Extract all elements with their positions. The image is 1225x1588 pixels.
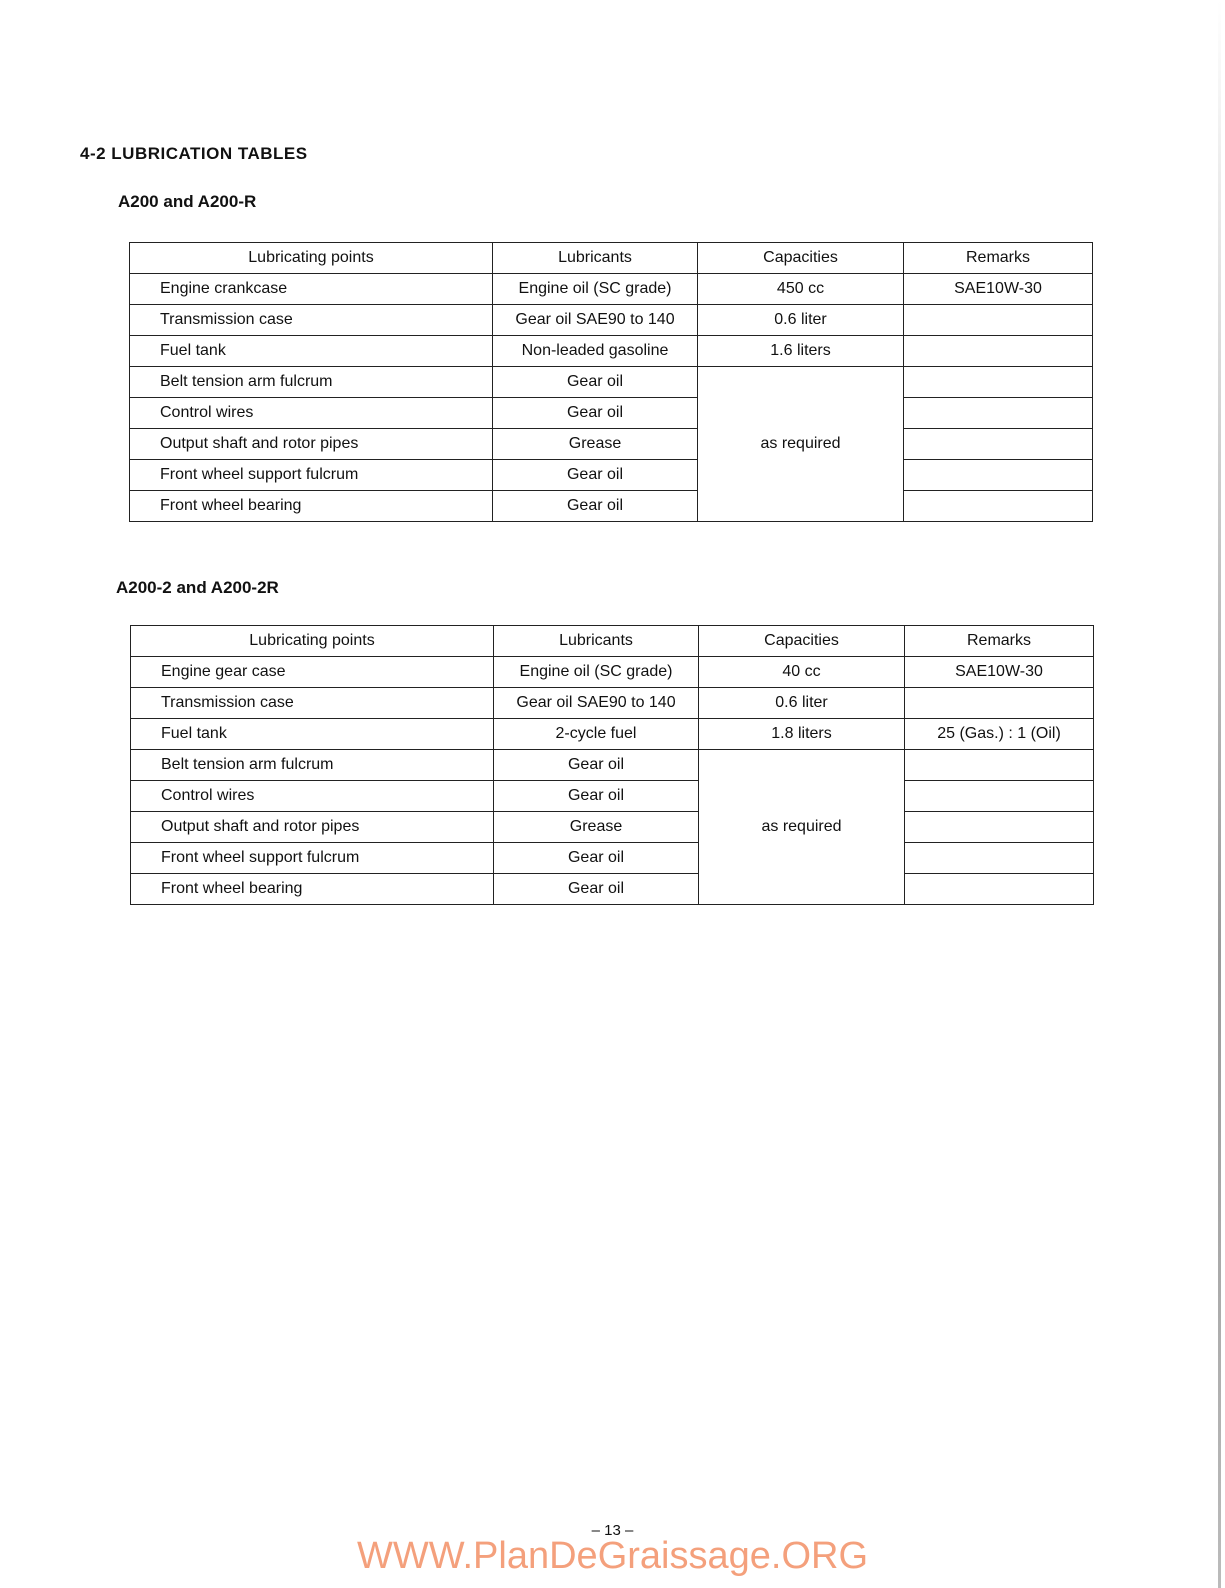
cell-lubricant: Gear oil [493, 460, 698, 491]
cell-point: Transmission case [130, 305, 493, 336]
table-row [131, 843, 1094, 874]
cell-point: Fuel tank [131, 719, 494, 750]
header-remarks: Remarks [905, 626, 1094, 657]
table-row [131, 750, 1094, 781]
cell-capacity: 40 cc [699, 657, 905, 688]
cell-point: Control wires [131, 781, 494, 812]
lubrication-table-a200-2 [130, 625, 1094, 905]
table-row [131, 719, 1094, 750]
cell-remarks [904, 429, 1093, 460]
table-row [130, 367, 1093, 398]
cell-point: Front wheel support fulcrum [130, 460, 493, 491]
cell-capacity: 0.6 liter [699, 688, 905, 719]
cell-point: Output shaft and rotor pipes [130, 429, 493, 460]
cell-point: Belt tension arm fulcrum [130, 367, 493, 398]
cell-point: Front wheel support fulcrum [131, 843, 494, 874]
table-row [130, 460, 1093, 491]
header-capacities: Capacities [699, 626, 905, 657]
cell-lubricant: Gear oil [494, 750, 699, 781]
cell-lubricant: Engine oil (SC grade) [493, 274, 698, 305]
cell-point: Front wheel bearing [131, 874, 494, 905]
cell-capacity: 0.6 liter [698, 305, 904, 336]
cell-lubricant: Gear oil SAE90 to 140 [494, 688, 699, 719]
cell-remarks: SAE10W-30 [905, 657, 1094, 688]
cell-remarks [905, 812, 1094, 843]
cell-lubricant: Grease [494, 812, 699, 843]
table-header-row [130, 243, 1093, 274]
cell-remarks [905, 843, 1094, 874]
cell-point: Output shaft and rotor pipes [131, 812, 494, 843]
table-title-a200: A200 and A200-R [118, 192, 257, 211]
table-row [130, 491, 1093, 522]
cell-lubricant: Gear oil [494, 781, 699, 812]
header-lubricants: Lubricants [493, 243, 698, 274]
cell-lubricant: Gear oil [494, 843, 699, 874]
table-row [130, 398, 1093, 429]
header-lubricants: Lubricants [494, 626, 699, 657]
cell-point: Belt tension arm fulcrum [131, 750, 494, 781]
page-number: – 13 – [591, 1522, 634, 1539]
cell-remarks [904, 460, 1093, 491]
table-row [130, 274, 1093, 305]
cell-lubricant: Gear oil SAE90 to 140 [493, 305, 698, 336]
lubrication-table-a200 [129, 242, 1093, 522]
cell-lubricant: Gear oil [493, 398, 698, 429]
table-title-a200-2: A200-2 and A200-2R [116, 578, 279, 597]
cell-lubricant: Gear oil [494, 874, 699, 905]
cell-capacity: 1.8 liters [699, 719, 905, 750]
cell-lubricant: Engine oil (SC grade) [494, 657, 699, 688]
cell-point: Control wires [130, 398, 493, 429]
cell-capacity-merged: as required [698, 367, 904, 522]
table-row [131, 874, 1094, 905]
cell-remarks [905, 688, 1094, 719]
table-row [131, 812, 1094, 843]
cell-remarks [904, 398, 1093, 429]
cell-remarks: SAE10W-30 [904, 274, 1093, 305]
cell-remarks [904, 491, 1093, 522]
cell-lubricant: Gear oil [493, 491, 698, 522]
header-capacities: Capacities [698, 243, 904, 274]
table-row [130, 305, 1093, 336]
header-remarks: Remarks [904, 243, 1093, 274]
cell-remarks [904, 367, 1093, 398]
table-row [131, 688, 1094, 719]
header-lubricating-points: Lubricating points [130, 243, 493, 274]
cell-remarks [904, 305, 1093, 336]
cell-point: Transmission case [131, 688, 494, 719]
table-row [131, 657, 1094, 688]
cell-remarks [905, 874, 1094, 905]
cell-remarks: 25 (Gas.) : 1 (Oil) [905, 719, 1094, 750]
cell-capacity: 450 cc [698, 274, 904, 305]
page-edge [1218, 0, 1221, 1588]
table-row [131, 781, 1094, 812]
cell-lubricant: Grease [493, 429, 698, 460]
cell-point: Engine gear case [131, 657, 494, 688]
cell-point: Front wheel bearing [130, 491, 493, 522]
cell-capacity-merged: as required [699, 750, 905, 905]
section-title: 4-2 LUBRICATION TABLES [80, 144, 308, 163]
cell-remarks [905, 750, 1094, 781]
cell-lubricant: Non-leaded gasoline [493, 336, 698, 367]
cell-lubricant: 2-cycle fuel [494, 719, 699, 750]
table-header-row [131, 626, 1094, 657]
cell-capacity: 1.6 liters [698, 336, 904, 367]
cell-point: Engine crankcase [130, 274, 493, 305]
cell-remarks [905, 781, 1094, 812]
cell-remarks [904, 336, 1093, 367]
cell-point: Fuel tank [130, 336, 493, 367]
table-row [130, 429, 1093, 460]
table-row [130, 336, 1093, 367]
header-lubricating-points: Lubricating points [131, 626, 494, 657]
cell-lubricant: Gear oil [493, 367, 698, 398]
watermark: WWW.PlanDeGraissage.ORG [357, 1535, 868, 1577]
